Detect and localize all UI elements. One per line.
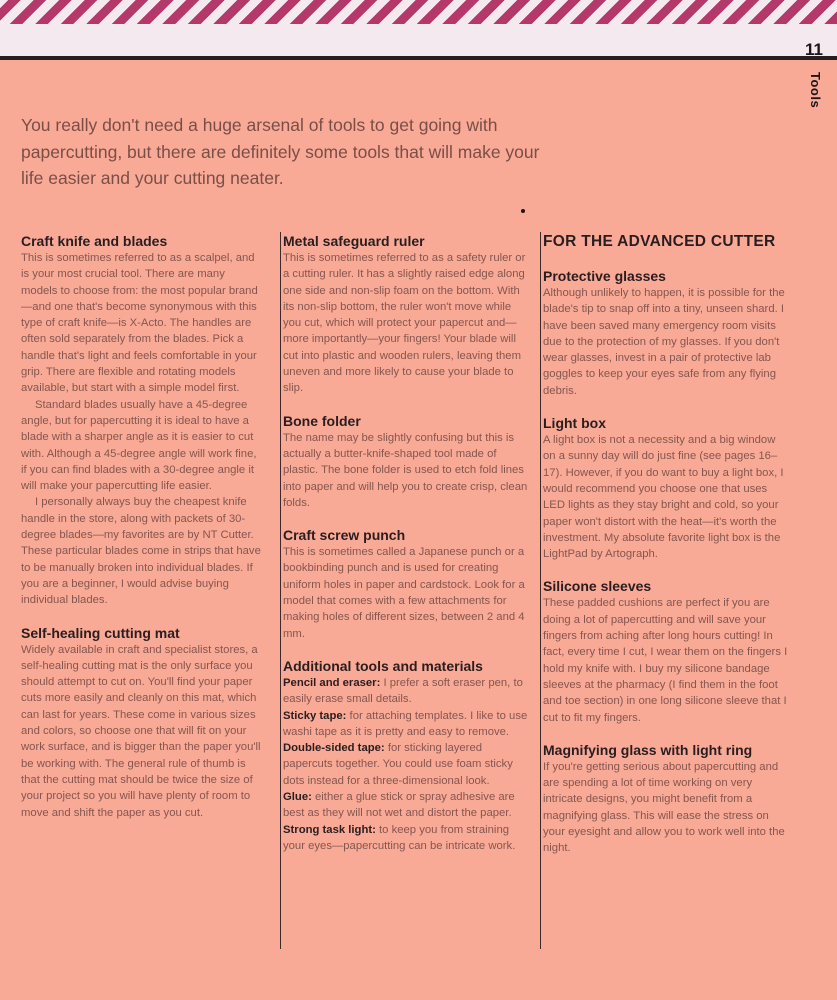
- paragraph-silicone-sleeves: These padded cushions are perfect if you are doing a lot of papercutting and will save your fingers from aching after long hours cutting! In fact, every time I cut, I wear them on the fingers I hold my knife with. I buy my silicone bandage sleeves at the pharmacy (I find them in the foot and toe section) in one long silicone sleeve that I cut to fit my fingers.: [543, 597, 788, 724]
- stray-dot: [521, 209, 525, 213]
- heading-cutting-mat: Self-healing cutting mat: [21, 624, 180, 641]
- item-glue: [283, 789, 530, 822]
- item-term: Double-sided tape:: [283, 742, 385, 755]
- item-double-sided-tape: [283, 740, 530, 789]
- heading-craft-knife: Craft knife and blades: [21, 233, 168, 249]
- paragraph-protective-glasses: Although unlikely to happen, it is possible for the blade's tip to snap off into a tiny, unseen shard. I have been saved many emergency room visits due to the protection of my glasses. If you don't wear glasses, invest in a pair of protective lab goggles to keep your eyes safe from any flying debris.: [543, 287, 785, 397]
- item-desc: for sticking layered papercuts together. You could use foam sticky dots instead for a three-dimensional look.: [283, 742, 513, 787]
- intro-paragraph: You really don't need a huge arsenal of tools to get going with papercutting, but there are definitely some tools that will make your life easier and your cutting neater.: [21, 115, 540, 188]
- paragraph-cutting-mat: Widely available in craft and specialist stores, a self-healing cutting mat is the only surface you should attempt to cut on. You'll find your paper cuts more easily and cleanly on this mat, which can last for years. These come in various sizes and colors, so choose one that will fit on your work surface, and is bigger than the paper you'll be working with. The general rule of thumb is that the cutting mat should be twice the size of your project so you will have plenty of room to move and shift the paper as you cut.: [21, 643, 261, 819]
- item-term: Pencil and eraser:: [283, 676, 381, 689]
- paragraph-metal-ruler: This is sometimes referred to as a safety ruler or a cutting ruler. It has a slightly raised edge along one side and non-slip foam on the bottom. With its non-slip bottom, the ruler won't move while you cut, which will protect your papercut and—more importantly—your fingers! Your blade will cut into plastic and wooden rulers, leaving them uneven and more likely to cause your blade to slip.: [283, 252, 526, 395]
- paragraph-craft-knife-3: I personally always buy the cheapest knife handle in the store, along with packets of 30-degree blades—my favorites are by NT Cutter. These particular blades come in strips that have to be manually broken into individual blades. If you are a beginner, I would advise buying individual blades.: [21, 496, 261, 607]
- heading-magnifying-glass: Magnifying glass with light ring: [543, 741, 753, 758]
- heading-metal-ruler: Metal safeguard ruler: [283, 233, 425, 249]
- section-tab: Tools: [808, 72, 823, 109]
- paragraph-craft-knife-1: This is sometimes referred to as a scalpel, and is your most crucial tool. There are many models to choose from: the most popular brand—and one that's become synonymous with this type of craft knife—is X-Acto. The handles are often sold separately from the blades. Pick a handle that's light and feels comfortable in your grip. There are flexible and rotating models available, but start with a simple model first.: [21, 252, 258, 395]
- item-task-light: [283, 822, 530, 855]
- item-term: Strong task light:: [283, 823, 376, 836]
- header-band: [0, 24, 837, 56]
- header-rule: [0, 56, 837, 60]
- item-desc: to keep you from straining your eyes—papercutting can be intricate work.: [283, 823, 516, 852]
- paragraph-magnifying-glass: If you're getting serious about papercutting and are spending a lot of time working on very intricate designs, you might benefit from a magnifying glass. This will ease the stress on your eyesight and allow you to work well into the night.: [543, 760, 785, 855]
- item-desc: for attaching templates. I like to use washi tape as it is pretty and easy to remove.: [283, 709, 528, 738]
- heading-light-box: Light box: [543, 415, 606, 432]
- column-3: [540, 232, 788, 949]
- heading-bone-folder: Bone folder: [283, 412, 361, 429]
- page-number: 11: [805, 40, 823, 59]
- item-pencil-eraser: [283, 675, 530, 708]
- column-1: [21, 232, 261, 821]
- heading-protective-glasses: Protective glasses: [543, 268, 666, 284]
- paragraph-screw-punch: This is sometimes called a Japanese punch or a bookbinding punch and is used for creating uniform holes in paper and cardstock. Look for a model that comes with a few attachments for making holes of different sizes, between 2 and 4 mm.: [283, 546, 525, 640]
- item-term: Sticky tape:: [283, 709, 347, 722]
- paragraph-craft-knife-2: Standard blades usually have a 45-degree angle, but for papercutting it is ideal to have a blade with a sharper angle as it is easier to cut with. Although a 45-degree angle will work fine, if you can find blades with a 30-degree angle it will make your papercutting life easier.: [21, 398, 257, 493]
- paragraph-bone-folder: The name may be slightly confusing but this is actually a butter-knife-shaped tool made of plastic. The bone folder is used to etch fold lines into paper and will help you to create crisp, clean folds.: [283, 431, 528, 509]
- item-term: Glue:: [283, 791, 312, 804]
- item-desc: I prefer a soft eraser pen, to easily erase small details.: [283, 676, 523, 706]
- heading-silicone-sleeves: Silicone sleeves: [543, 578, 652, 595]
- column-2: [280, 232, 530, 949]
- heading-advanced-cutter: FOR THE ADVANCED CUTTER: [543, 233, 776, 250]
- item-desc: either a glue stick or spray adhesive are best as they will not wet and distort the paper.: [283, 791, 515, 820]
- heading-additional-tools: Additional tools and materials: [283, 657, 483, 674]
- heading-screw-punch: Craft screw punch: [283, 527, 406, 544]
- item-sticky-tape: [283, 708, 530, 741]
- decorative-stripe-band: [0, 0, 837, 24]
- paragraph-light-box: A light box is not a necessity and a big window on a sunny day will do just fine (see pages 16–17). However, if you do want to buy a light box, I would recommend you choose one that uses LED lights as they stay bright and cold, so your paper won't distort with the heat—it's worth the investment. My absolute favorite light box is the LightPad by Artograph.: [543, 434, 784, 561]
